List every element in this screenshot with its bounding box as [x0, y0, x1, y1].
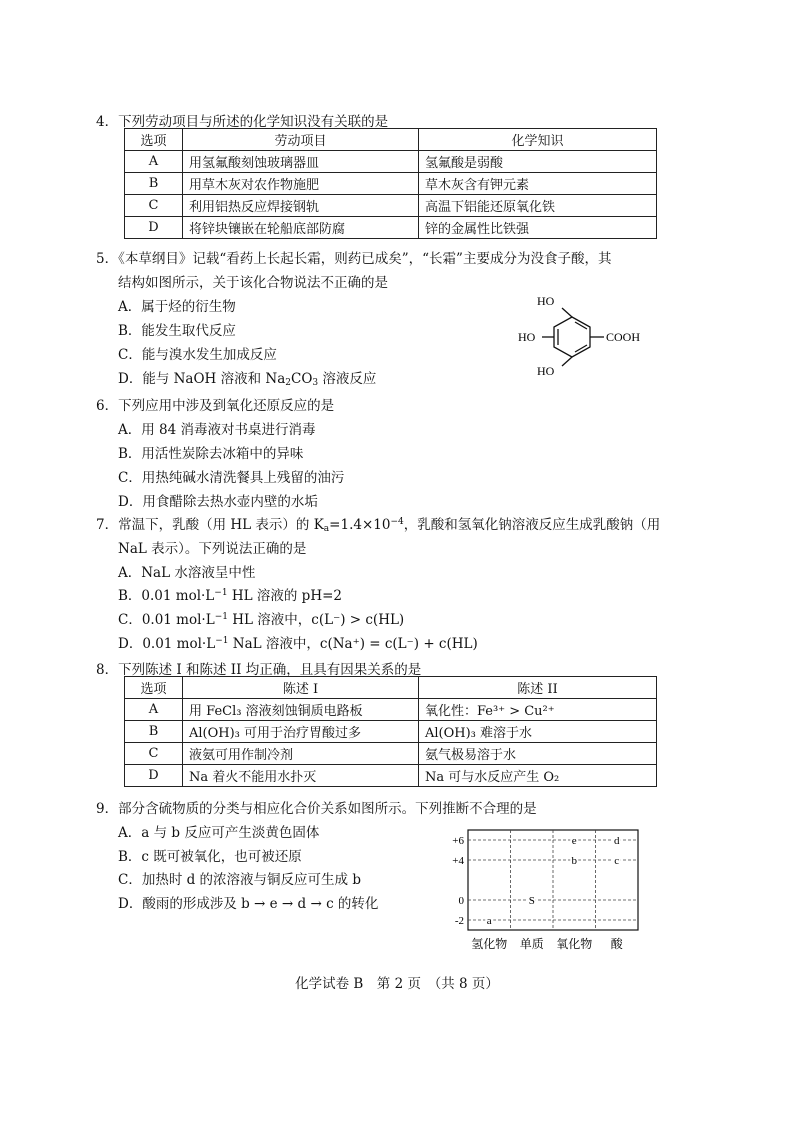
table-cell: 锌的金属性比铁强	[419, 217, 657, 239]
q7-stem-line2: NaL 表示）。下列说法正确的是	[118, 541, 307, 557]
text: 7．常温下，乳酸（用 HL 表示）的 K	[96, 517, 324, 533]
point-label-c: c	[614, 855, 620, 867]
q4-stem: 4．下列劳动项目与所述的化学知识没有关联的是	[96, 114, 389, 130]
subscript: a	[323, 524, 330, 534]
mol-ho-bottom: HO	[537, 364, 555, 378]
text: C．0.01 mol·L	[118, 612, 215, 628]
table-cell: 利用铝热反应焊接钢轨	[183, 195, 419, 217]
subscript: 2	[285, 378, 291, 388]
mol-cooh: COOH	[606, 330, 641, 344]
table-cell: A	[125, 699, 183, 721]
q9-option-a: A．a 与 b 反应可产生淡黄色固体	[118, 825, 320, 841]
text: D．0.01 mol·L	[118, 636, 216, 652]
q5-option-b: B．能发生取代反应	[118, 323, 236, 339]
table-row	[125, 195, 657, 217]
text: ，乳酸和氢氧化钠溶液反应生成乳酸钠（用	[403, 517, 661, 533]
x-tick-label: 酸	[610, 937, 623, 951]
q5-option-c: C．能与溴水发生加成反应	[118, 347, 277, 363]
text: NaL 溶液中，c(Na⁺) = c(L⁻) + c(HL)	[228, 636, 478, 652]
q5-option-d	[118, 367, 376, 388]
table-cell: D	[125, 217, 183, 239]
q7-option-c	[118, 608, 404, 628]
superscript: −1	[214, 612, 228, 622]
table-cell: C	[125, 743, 183, 765]
table-cell: B	[125, 721, 183, 743]
text: D．能与 NaOH 溶液和 Na	[118, 371, 286, 387]
text: HL 溶液中，c(L⁻) > c(HL)	[227, 612, 405, 628]
table-cell: A	[125, 151, 183, 173]
superscript: −4	[390, 517, 404, 527]
q9-option-b: B．c 既可被氧化，也可被还原	[118, 849, 302, 865]
superscript: −1	[214, 588, 228, 598]
table-header-row	[125, 677, 657, 699]
q6-option-c: C．用热纯碱水清洗餐具上残留的油污	[118, 470, 345, 486]
gallic-acid-structure	[510, 290, 660, 380]
point-label-d: d	[614, 835, 620, 847]
table-header: 选项	[125, 677, 183, 699]
q6-stem: 6．下列应用中涉及到氧化还原反应的是	[96, 398, 335, 414]
y-tick-label: -2	[454, 915, 464, 927]
text: CO	[291, 371, 313, 387]
q5-stem-line2: 结构如图所示，关于该化合物说法不正确的是	[118, 275, 388, 291]
table-cell: Al(OH)₃ 难溶于水	[419, 721, 657, 743]
q6-option-a: A．用 84 消毒液对书桌进行消毒	[118, 422, 316, 438]
table-cell: 将锌块镶嵌在轮船底部防腐	[183, 217, 419, 239]
q9-option-c: C．加热时 d 的浓溶液与铜反应可生成 b	[118, 872, 361, 888]
table-cell: C	[125, 195, 183, 217]
table-header-row	[125, 129, 657, 151]
mol-ho-mid: HO	[518, 330, 536, 344]
table-row	[125, 217, 657, 239]
table-row	[125, 151, 657, 173]
q4-table	[124, 128, 657, 239]
q6-option-d: D．用食醋除去热水壶内壁的水垢	[118, 494, 318, 510]
benzene-ring	[542, 308, 604, 366]
table-row	[125, 721, 657, 743]
table-cell: Al(OH)₃ 可用于治疗胃酸过多	[183, 721, 419, 743]
table-cell: 用草木灰对农作物施肥	[183, 173, 419, 195]
table-header: 选项	[125, 129, 183, 151]
x-tick-label: 单质	[519, 937, 544, 951]
table-cell: D	[125, 765, 183, 787]
table-cell: 氢氟酸是弱酸	[419, 151, 657, 173]
point-label-S: S	[528, 895, 535, 907]
x-tick-label: 氢化物	[471, 937, 508, 951]
y-tick-label: +6	[452, 835, 464, 847]
table-header: 陈述 I	[183, 677, 419, 699]
table-header: 陈述 II	[419, 677, 657, 699]
q9-option-d: D．酸雨的形成涉及 b → e → d → c 的转化	[118, 896, 379, 912]
table-header: 劳动项目	[183, 129, 419, 151]
table-cell: 氧化性：Fe³⁺ > Cu²⁺	[419, 699, 657, 721]
subscript: 3	[312, 378, 319, 388]
table-cell: Na 可与水反应产生 O₂	[419, 765, 657, 787]
sulfur-valence-chart	[440, 826, 650, 956]
mol-ho-top: HO	[537, 294, 555, 308]
y-tick-label: 0	[458, 895, 464, 907]
x-tick-label: 氧化物	[556, 937, 593, 951]
text: B．0.01 mol·L	[118, 588, 215, 604]
q7-stem-line1	[96, 513, 660, 534]
page-footer: 化学试卷 B 第 2 页 （共 8 页）	[295, 976, 499, 992]
q5-stem-line1: 5．《本草纲目》记载“看药上长起长霜，则药已成矣”，“长霜”主要成分为没食子酸，其	[96, 251, 612, 267]
point-label-e: e	[571, 835, 577, 847]
table-cell: 液氨可用作制冷剂	[183, 743, 419, 765]
table-cell: 草木灰含有钾元素	[419, 173, 657, 195]
text: =1.4×10	[329, 517, 391, 533]
table-cell: 高温下铝能还原氧化铁	[419, 195, 657, 217]
y-tick-label: +4	[452, 855, 464, 867]
q5-option-a: A．属于烃的衍生物	[118, 299, 236, 315]
point-label-a: a	[486, 915, 492, 927]
q8-table	[124, 676, 657, 787]
table-cell: B	[125, 173, 183, 195]
q6-option-b: B．用活性炭除去冰箱中的异味	[118, 446, 304, 462]
q9-stem: 9．部分含硫物质的分类与相应化合价关系如图所示。下列推断不合理的是	[96, 801, 537, 817]
point-label-b: b	[571, 855, 577, 867]
text: 溶液反应	[318, 371, 377, 387]
q7-option-b	[118, 584, 342, 604]
table-row	[125, 743, 657, 765]
table-header: 化学知识	[419, 129, 657, 151]
superscript: −1	[215, 636, 229, 646]
table-row	[125, 173, 657, 195]
table-cell: 用 FeCl₃ 溶液刻蚀铜质电路板	[183, 699, 419, 721]
q7-option-a: A．NaL 水溶液呈中性	[118, 565, 256, 581]
q8-stem: 8．下列陈述 I 和陈述 II 均正确，且具有因果关系的是	[96, 662, 422, 678]
table-cell: 用氢氟酸刻蚀玻璃器皿	[183, 151, 419, 173]
text: HL 溶液的 pH=2	[227, 588, 342, 604]
table-row	[125, 699, 657, 721]
table-row	[125, 765, 657, 787]
table-cell: Na 着火不能用水扑灭	[183, 765, 419, 787]
q7-option-d	[118, 632, 478, 652]
table-cell: 氨气极易溶于水	[419, 743, 657, 765]
